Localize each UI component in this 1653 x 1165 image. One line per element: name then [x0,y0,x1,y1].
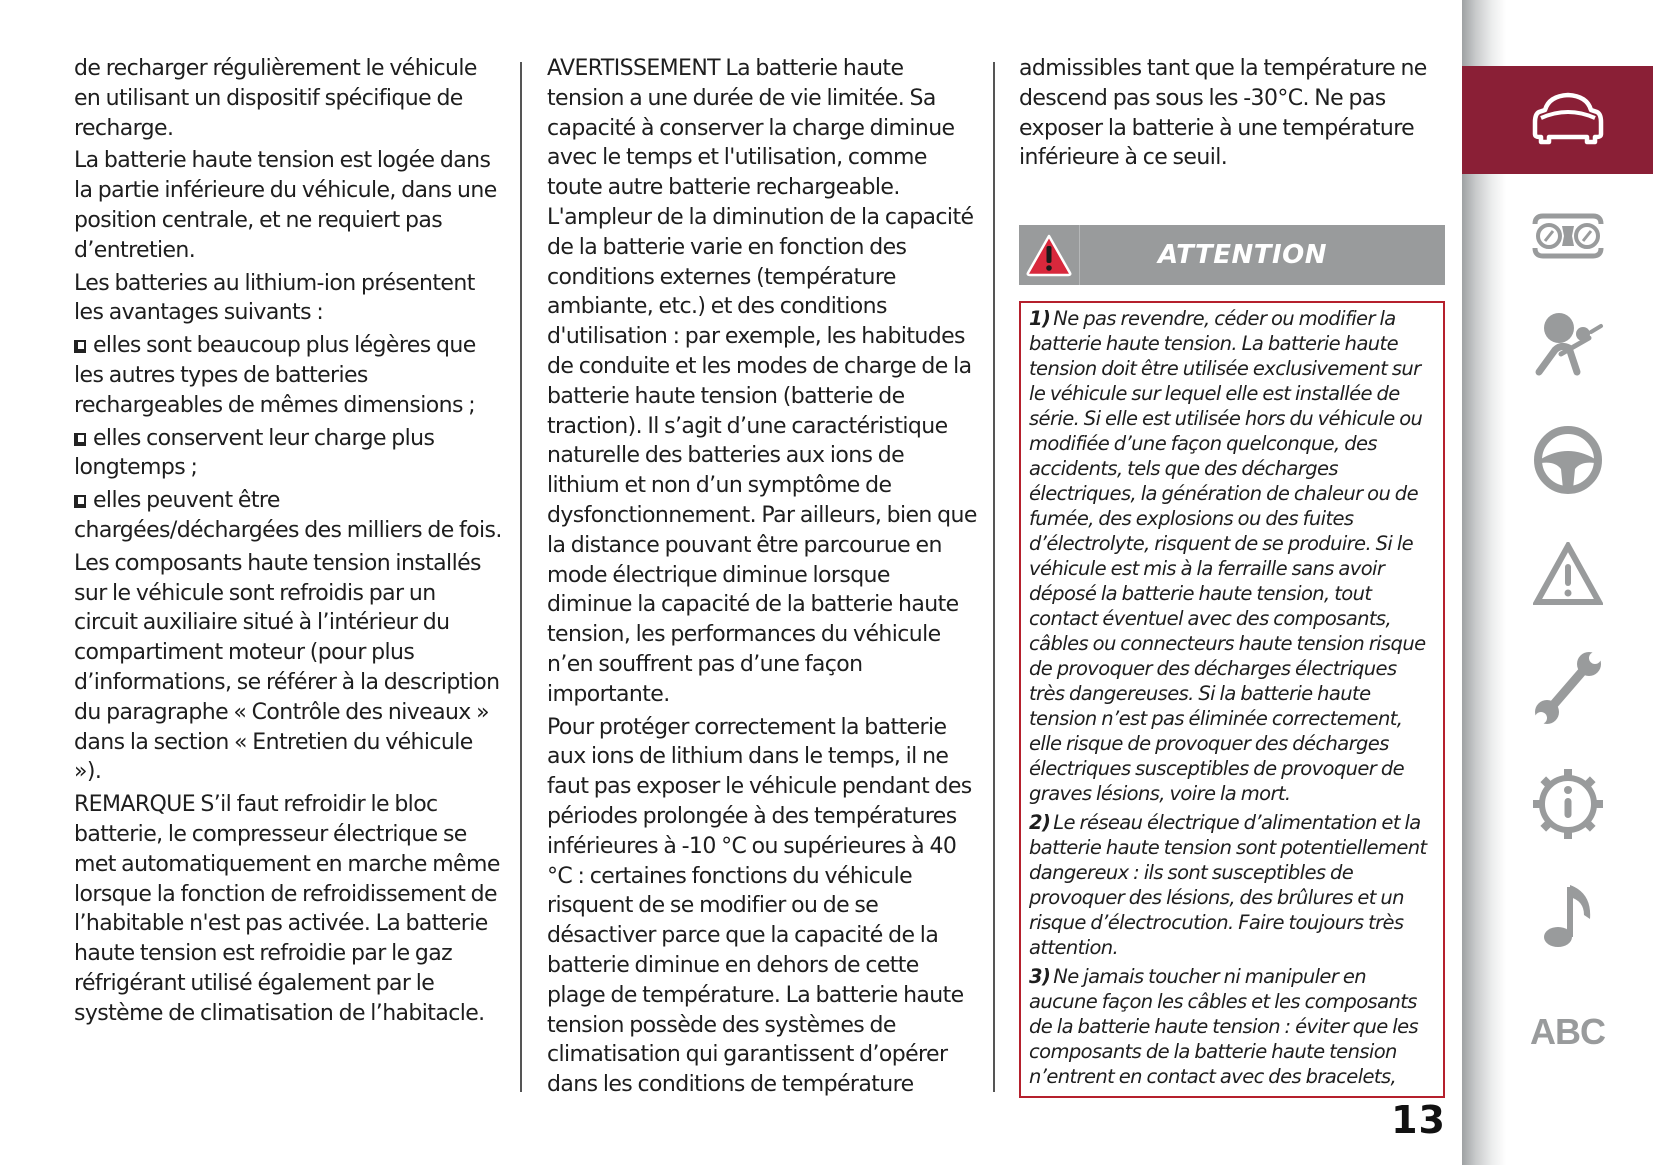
bullet-item: elles conservent leur charge plus longtemps ; [74,424,504,484]
sidebar-item-safety[interactable] [1462,292,1653,400]
warning-item: 1) Ne pas revendre, céder ou modifier la batterie haute tension. La batterie haute tension doit être utilisée exclusivement sur le véhicule sur lequel elle est installée de série. Si elle est utilisée hors du véhicule ou modifiée d’une façon quelconque, des accidents, tels que des décharges électriques, la génération de chaleur ou de fumée, des explosions ou des fuites d’électrolyte, risquent de se produire. Si le véhicule est mis à la ferraille sans avoir déposé la batterie haute tension, tout contact éventuel avec des composants, câbles ou connecteurs haute tension risque de provoquer des décharges électriques très dangereuses. Si la batterie haute tension n’est pas éliminée correctement, elle risque de provoquer des décharges électriques susceptibles de provoquer de graves lésions, voire la mort. [1029,307,1426,805]
sidebar-item-emergency[interactable] [1462,522,1653,630]
sidebar-item-vehicle[interactable] [1462,66,1653,174]
right-column [1019,54,1449,176]
warning-paragraph: AVERTISSEMENT La batterie haute tension a une durée de vie limitée. Sa capacité à conserver la charge diminue avec le temps et l'utilisation, comme toute autre batterie rechargeable. L'ampleur de la diminution de la capacité de la batterie varie en fonction des conditions externes (température ambiante, etc.) et des conditions d'utilisation : par exemple, les habitudes de conduite et les modes de charge de la batterie haute tension (batterie de traction). Il s’agit d’une caractéristique naturelle des batteries aux ions de lithium et non d’un symptôme de dysfonctionnement. Par ailleurs, bien que la distance pouvant être parcourue en mode électrique diminue lorsque diminue la capacité de la batterie haute tension, les performances du véhicule n’en souffrent pas d’une façon importante. [547,56,977,707]
chapter-sidebar [1462,0,1653,1165]
sidebar-item-dashboard[interactable] [1462,184,1653,292]
remark-paragraph: REMARQUE S’il faut refroidir le bloc batterie, le compresseur électrique se met automatiquement en marche même lorsque la fonction de refroidissement de l’habitable n'est pas activée. La batterie haute tension est refroidie par le gaz réfrigérant utilisé également par le système de climatisation de l’habitacle. [74,792,500,1026]
wrench-icon [1533,650,1603,730]
dashboard-gauges-icon [1531,212,1605,264]
warning-item: 2) Le réseau électrique d’alimentation et la batterie haute tension sont potentiellement dangereux : ils sont susceptibles de provoquer des lésions, des brûlures et un risque d’électrocution. Faire toujours très attention. [1029,811,1427,959]
paragraph: admissibles tant que la température ne descend pas sous les -30°C. Ne pas exposer la batterie à une température inférieure à ce seuil. [1019,56,1427,171]
bullet-item: elles sont beaucoup plus légères que les autres types de batteries rechargeables de mêmes dimensions ; [74,331,504,420]
bullet-item: elles peuvent être chargées/déchargées des milliers de fois. [74,486,504,546]
attention-title: ATTENTION [1158,240,1327,270]
sidebar-item-multimedia[interactable] [1462,864,1653,972]
paragraph: Les batteries au lithium-ion présentent les avantages suivants : [74,270,475,326]
paragraph: Pour protéger correctement la batterie aux ions de lithium dans le temps, il ne faut pas exposer le véhicule pendant des périodes prolongée à des températures inférieures à -10 °C ou supérieures à 40 °C : certaines fonctions du véhicule risquent de se modifier ou de se désactiver parce que la capacité de la batterie diminue en dehors de cette plage de température. La batterie haute tension possède des systèmes de climatisation qui garantissent d’opérer dans les conditions de température [547,714,972,1098]
page-number: 13 [1391,1098,1446,1142]
paragraph: Les composants haute tension installés sur le véhicule sont refroidis par un circuit auxiliaire situé à l’intérieur du compartiment moteur (pour plus d’informations, se référer à la description du paragraphe « Contrôle des niveaux » dans la section « Entretien du véhicule »). [74,550,500,785]
abc-index-label: ABC [1530,1011,1605,1052]
column-divider [993,62,995,1092]
music-note-icon [1540,883,1596,953]
airbag-seatbelt-icon [1531,310,1605,382]
attention-box [1019,301,1445,1098]
left-column [74,54,504,1032]
warning-triangle-icon [1533,542,1603,610]
paragraph: La batterie haute tension est logée dans la partie inférieure du véhicule, dans une position centrale, et ne requiert pas d’entretien. [74,148,497,263]
sidebar-item-technical-data[interactable] [1462,752,1653,860]
steering-wheel-icon [1533,425,1603,499]
sidebar-item-maintenance[interactable] [1462,636,1653,744]
column-divider [520,62,522,1092]
warning-triangle-icon [1019,225,1080,285]
warning-item: 3) Ne jamais toucher ni manipuler en aucune façon les câbles et les composants de la batterie haute tension : éviter que les composants de la batterie haute tension n’entrent en contact avec des bracelets, [1029,965,1419,1088]
sidebar-item-index[interactable] [1462,978,1653,1086]
middle-column [547,54,977,1103]
car-icon [1531,90,1605,150]
paragraph: de recharger régulièrement le véhicule en utilisant un dispositif spécifique de recharge. [74,56,477,141]
sidebar-item-driving[interactable] [1462,408,1653,516]
gear-info-icon [1532,768,1604,844]
attention-header [1019,225,1445,285]
